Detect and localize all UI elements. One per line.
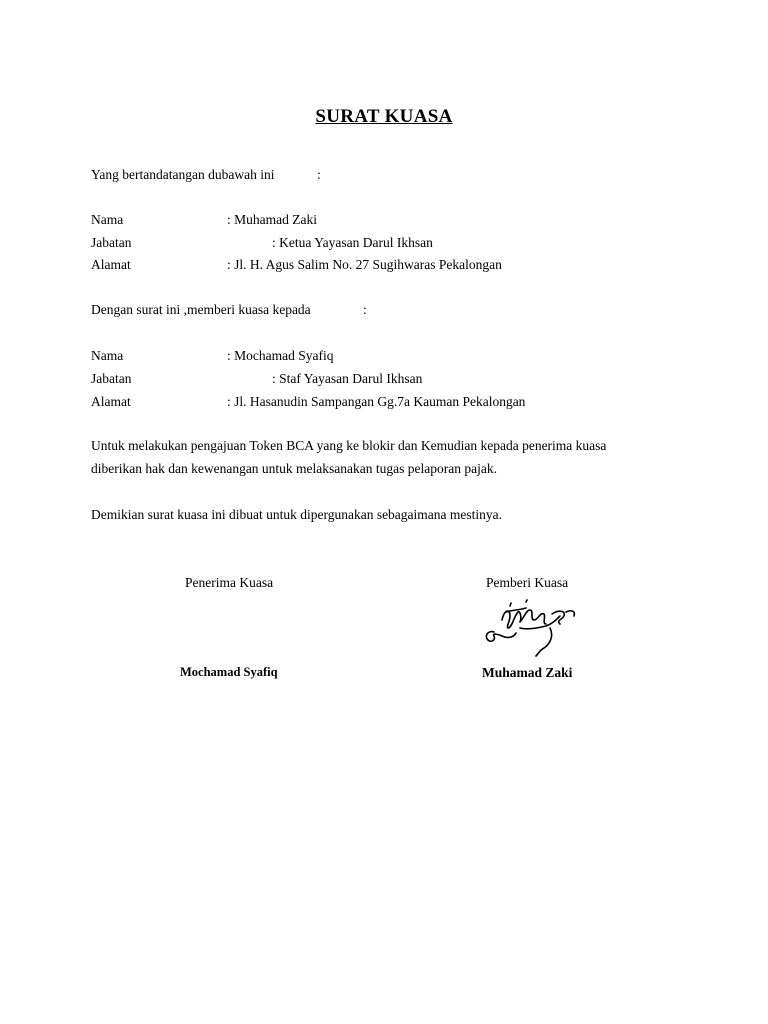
intro-text: Yang bertandatangan dubawah ini	[91, 167, 275, 182]
grantor-name-value: : Muhamad Zaki	[227, 212, 317, 227]
grantor-address-label: Alamat	[91, 257, 131, 272]
recipient-name: Mochamad Syafiq	[180, 665, 278, 679]
grantee-address-value: : Jl. Hasanudin Sampangan Gg.7a Kauman Pekalongan	[227, 394, 526, 409]
grantor-name-label: Nama	[91, 212, 124, 227]
purpose-line-1: Untuk melakukan pengajuan Token BCA yang ke blokir dan Kemudian kepada penerima kuasa	[91, 438, 607, 453]
transfer-text: Dengan surat ini ,memberi kuasa kepada	[91, 302, 311, 317]
recipient-label: Penerima Kuasa	[185, 575, 274, 590]
transfer-colon: :	[363, 302, 367, 317]
purpose-line-2: diberikan hak dan kewenangan untuk melaksanakan tugas pelaporan pajak.	[91, 461, 497, 476]
grantee-address-label: Alamat	[91, 394, 131, 409]
grantee-position-label: Jabatan	[91, 371, 132, 386]
giver-label: Pemberi Kuasa	[486, 575, 569, 590]
giver-name: Muhamad Zaki	[482, 665, 573, 680]
grantee-position-value: : Staf Yayasan Darul Ikhsan	[272, 371, 423, 386]
giver-signature-image	[480, 598, 584, 658]
grantor-position-value: : Ketua Yayasan Darul Ikhsan	[272, 235, 433, 250]
grantee-name-label: Nama	[91, 348, 124, 363]
intro-colon: :	[317, 167, 321, 182]
grantor-address-value: : Jl. H. Agus Salim No. 27 Sugihwaras Pekalongan	[227, 257, 502, 272]
document-title: SURAT KUASA	[315, 106, 453, 127]
grantee-name-value: : Mochamad Syafiq	[227, 348, 334, 363]
closing-text: Demikian surat kuasa ini dibuat untuk dipergunakan sebagaimana mestinya.	[91, 507, 503, 522]
grantor-position-label: Jabatan	[91, 235, 132, 250]
